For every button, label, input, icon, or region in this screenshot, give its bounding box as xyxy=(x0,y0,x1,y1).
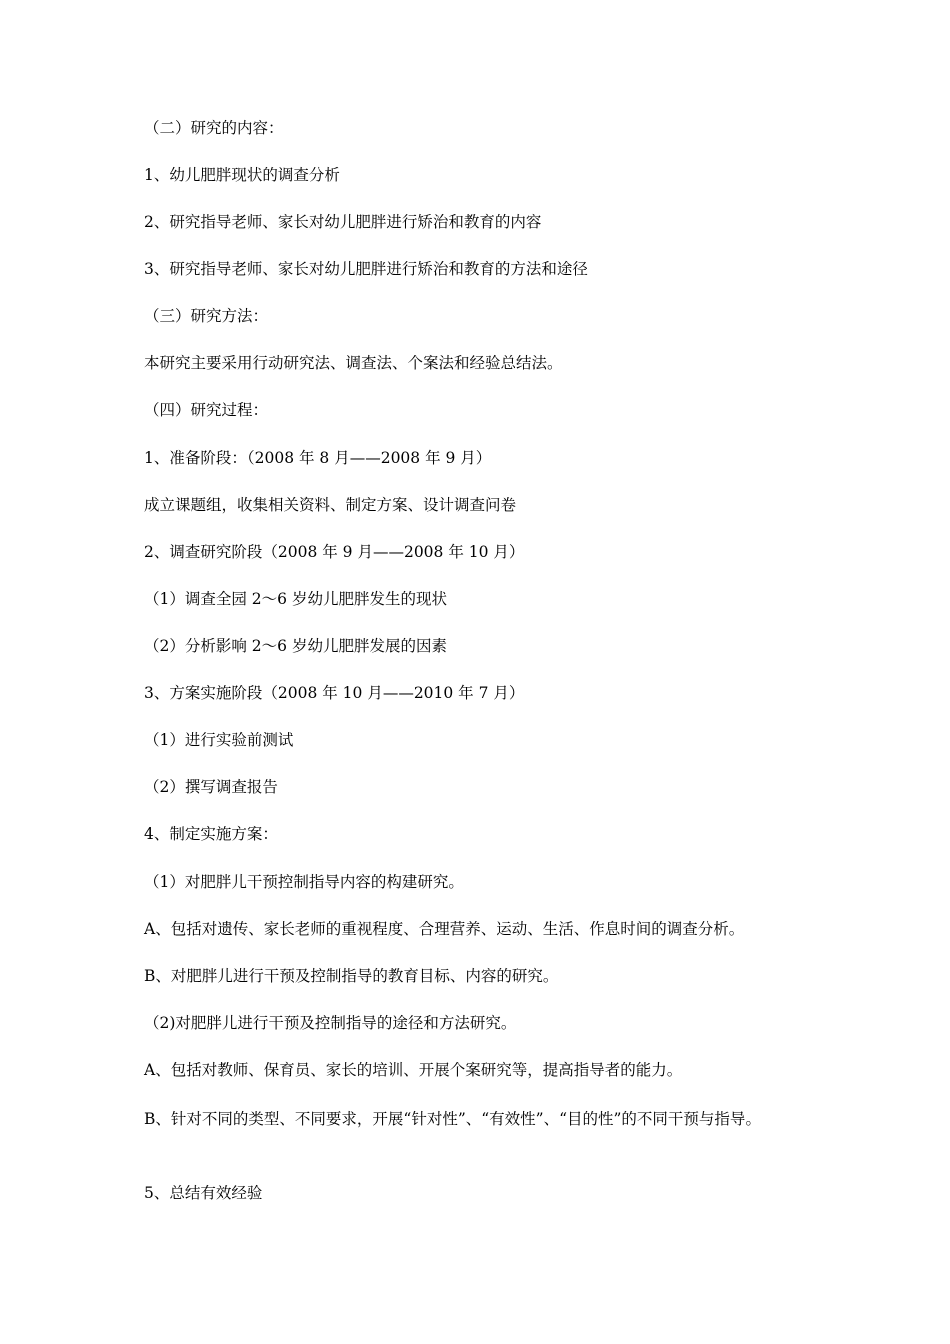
plan-item-2-a: A、包括对教师、保育员、家长的培训、开展个案研究等，提高指导者的能力。 xyxy=(144,1061,683,1079)
process-stage-3-item-2: （2）撰写调查报告 xyxy=(144,778,278,796)
content-item-1: 1、幼儿肥胖现状的调查分析 xyxy=(144,166,340,184)
process-stage-4: 4、制定实施方案： xyxy=(144,825,278,843)
process-stage-1: 1、准备阶段：（2008 年 8 月——2008 年 9 月） xyxy=(144,449,492,467)
section-heading-method: （三）研究方法： xyxy=(144,307,269,325)
section-heading-process: （四）研究过程： xyxy=(144,401,269,419)
process-stage-5: 5、总结有效经验 xyxy=(144,1184,263,1202)
process-stage-3-item-1: （1）进行实验前测试 xyxy=(144,731,294,749)
plan-item-1-a: A、包括对遗传、家长老师的重视程度、合理营养、运动、生活、作息时间的调查分析。 xyxy=(144,920,745,938)
plan-item-2-b: B、针对不同的类型、不同要求，开展“针对性”、“有效性”、“目的性”的不同干预与指导。 xyxy=(144,1110,761,1128)
plan-item-1-b: B、对肥胖儿进行干预及控制指导的教育目标、内容的研究。 xyxy=(144,967,559,985)
process-stage-2-item-1: （1）调查全园 2～6 岁幼儿肥胖发生的现状 xyxy=(144,590,447,608)
process-stage-2: 2、调查研究阶段（2008 年 9 月——2008 年 10 月） xyxy=(144,543,525,561)
content-item-2: 2、研究指导老师、家长对幼儿肥胖进行矫治和教育的内容 xyxy=(144,213,542,231)
plan-item-1: （1）对肥胖儿干预控制指导内容的构建研究。 xyxy=(144,873,464,891)
process-stage-1-detail: 成立课题组，收集相关资料、制定方案、设计调查问卷 xyxy=(144,496,517,514)
process-stage-3: 3、方案实施阶段（2008 年 10 月——2010 年 7 月） xyxy=(144,684,525,702)
content-item-3: 3、研究指导老师、家长对幼儿肥胖进行矫治和教育的方法和途径 xyxy=(144,260,588,278)
section-heading-content: （二）研究的内容： xyxy=(144,119,284,137)
process-stage-2-item-2: （2）分析影响 2～6 岁幼儿肥胖发展的因素 xyxy=(144,637,447,655)
method-paragraph: 本研究主要采用行动研究法、调查法、个案法和经验总结法。 xyxy=(144,354,563,372)
plan-item-2: （2)对肥胖儿进行干预及控制指导的途径和方法研究。 xyxy=(144,1014,517,1032)
